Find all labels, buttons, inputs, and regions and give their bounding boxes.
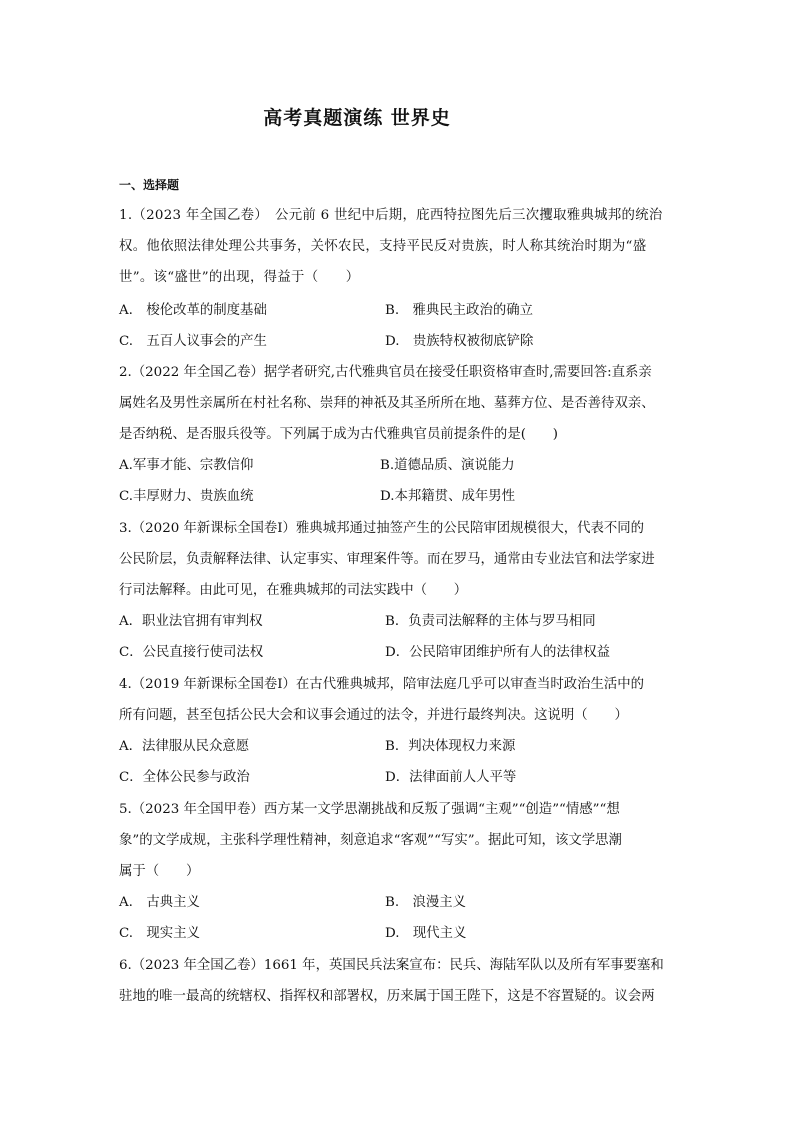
question-1-line-3: 世”。该“盛世”的出现，得益于（ ） (119, 270, 360, 285)
question-2-option-d: D.本邦籍贯、成年男性 (380, 489, 516, 504)
question-5-line-3: 属于（ ） (119, 864, 200, 879)
question-1-option-b: B. 雅典民主政治的确立 (385, 303, 534, 318)
question-5-line-2: 象”的文学成规，主张科学理性精神，刻意追求“客观”“写实”。据此可知，该文学思潮 (119, 833, 622, 848)
question-1-option-c: C. 五百人议事会的产生 (119, 334, 267, 349)
question-5-line-1: 5.（2023 年全国甲卷）西方某一文学思潮挑战和反叛了强调“主观”“创造”“情感”“想 (119, 802, 620, 817)
document-title: 高考真题演练 世界史 (263, 107, 451, 129)
question-2-line-1: 2.（2022 年全国乙卷）据学者研究,古代雅典官员在接受任职资格审查时,需要回答:直系亲 (119, 365, 652, 380)
question-4-option-c: C．全体公民参与政治 (119, 770, 250, 785)
question-5-option-d: D. 现代主义 (385, 926, 467, 941)
question-4-option-a: A．法律服从民众意愿 (119, 739, 250, 754)
question-1-line-2: 权。他依照法律处理公共事务，关怀农民，支持平民反对贵族，时人称其统治时期为“盛 (119, 239, 647, 254)
question-5-option-c: C. 现实主义 (119, 926, 200, 941)
question-4-option-b: B．判决体现权力来源 (385, 739, 516, 754)
question-1-option-d: D. 贵族特权被彻底铲除 (385, 334, 534, 349)
question-2-line-2: 属姓名及男性亲属所在村社名称、崇拜的神祇及其圣所所在地、墓葬方位、是否善待双亲、 (119, 396, 655, 411)
question-1-option-a: A. 梭伦改革的制度基础 (119, 303, 267, 318)
question-2-option-b: B.道德品质、演说能力 (380, 458, 515, 473)
question-3-line-1: 3.（2020 年新课标全国卷Ⅰ）雅典城邦通过抽签产生的公民陪审团规模很大，代表不同的 (119, 521, 645, 536)
question-4-line-1: 4.（2019 年新课标全国卷Ⅰ）在古代雅典城邦，陪审法庭几乎可以审查当时政治生活中的 (119, 677, 645, 692)
question-5-option-a: A. 古典主义 (119, 895, 200, 910)
question-5-option-b: B. 浪漫主义 (385, 895, 467, 910)
question-3-line-3: 行司法解释。由此可见，在雅典城邦的司法实践中（ ） (119, 583, 468, 598)
question-3-option-d: D．公民陪审团维护所有人的法律权益 (385, 645, 610, 660)
question-2-option-a: A.军事才能、宗教信仰 (119, 458, 254, 473)
question-4-option-d: D．法律面前人人平等 (385, 770, 517, 785)
question-3-option-a: A．职业法官拥有审判权 (119, 614, 263, 629)
question-4-line-2: 所有问题，甚至包括公民大会和议事会通过的法令，并进行最终判决。这说明（ ） (119, 708, 628, 723)
question-6-line-2: 驻地的唯一最高的统辖权、指挥权和部署权，历来属于国王陛下，这是不容置疑的。议会两 (119, 989, 655, 1004)
question-6-line-1: 6.（2023 年全国乙卷）1661 年，英国民兵法案宣布：民兵、海陆军队以及所有军事要塞和 (119, 958, 664, 973)
question-3-option-c: C．公民直接行使司法权 (119, 645, 264, 660)
question-3-line-2: 公民阶层，负责解释法律、认定事实、审理案件等。而在罗马，通常由专业法官和法学家进 (119, 552, 655, 567)
question-3-option-b: B．负责司法解释的主体与罗马相同 (385, 614, 596, 629)
section-heading: 一、选择题 (119, 178, 180, 192)
question-1-line-1: 1.（2023 年全国乙卷） 公元前 6 世纪中后期，庇西特拉图先后三次攫取雅典城邦的统治 (119, 208, 663, 223)
question-2-line-3: 是否纳税、是否服兵役等。下列属于成为古代雅典官员前提条件的是( ) (119, 427, 558, 442)
question-2-option-c: C.丰厚财力、贵族血统 (119, 489, 254, 504)
